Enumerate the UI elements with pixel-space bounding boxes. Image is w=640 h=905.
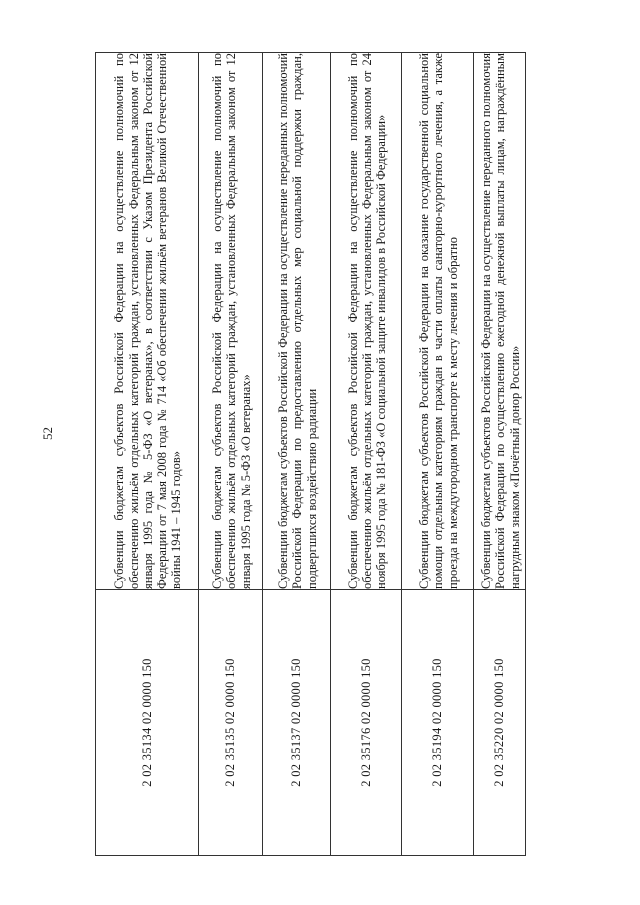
description-text: Субвенции бюджетам субъектов Российской Федерации на осуществление полномочий по обеспечению жильём отдельных категорий граждан, установленных Федеральным законом от 12 января 1995 года № 5-ФЗ «О ветеранах» — [210, 53, 253, 589]
description-text: Субвенции бюджетам субъектов Российской Федерации на осуществление полномочий по обеспечению жильём отдельных категорий граждан, установленных Федеральным законом от 24 ноября 1995 года № 181-ФЗ «О социальной защите инвалидов в Российской Федерации» — [345, 53, 389, 589]
description-text: Субвенции бюджетам субъектов Российской Федерации на осуществление переданных полномочий Российской Федерации по предоставлению отдельных мер социальной поддержки граждан, подвергшихся воздействию радиации — [276, 53, 319, 589]
row-description — [474, 53, 526, 590]
description-text: Субвенции бюджетам субъектов Российской Федерации на осуществление полномочий по обеспечению жильём отдельных категорий граждан, установленных Федеральным законом от 12 января 1995 года № 5-ФЗ «О ветеранах», в соответствии с Указом Президента Российской Федерации от 7 мая 2008 года № 714 «Об обеспечении жильём ветеранов Великой Отечественной войны 1941 – 1945 годов» — [112, 53, 184, 589]
row-description — [199, 53, 263, 590]
budget-codes-table — [95, 52, 526, 856]
row-description — [402, 53, 474, 590]
classification-code: 2 02 35194 02 0000 150 — [402, 590, 474, 856]
page-number: 52 — [40, 427, 55, 440]
table-row — [402, 53, 474, 856]
row-description — [263, 53, 331, 590]
table-row — [331, 53, 402, 856]
classification-code: 2 02 35135 02 0000 150 — [199, 590, 263, 856]
classification-code: 2 02 35176 02 0000 150 — [331, 590, 402, 856]
table-row — [96, 53, 199, 856]
classification-code: 2 02 35220 02 0000 150 — [474, 590, 526, 856]
classification-code: 2 02 35134 02 0000 150 — [96, 590, 199, 856]
table-row — [263, 53, 331, 856]
table-row — [474, 53, 526, 856]
row-description — [331, 53, 402, 590]
rotated-table-container — [95, 52, 525, 856]
description-text: Субвенции бюджетам субъектов Российской Федерации на осуществление переданного полномочия Российской Федерации по осуществлению ежегодной денежной выплаты лицам, награждённым нагрудным знаком «Почётный донор России» — [479, 53, 522, 589]
description-text: Субвенции бюджетам субъектов Российской Федерации на оказание государственной социальной помощи отдельным категориям граждан в части оплаты санаторно-курортного лечения, а также проезда на междугородном транспорте к месту лечения и обратно — [417, 53, 460, 589]
table-row — [199, 53, 263, 856]
row-description — [96, 53, 199, 590]
classification-code: 2 02 35137 02 0000 150 — [263, 590, 331, 856]
